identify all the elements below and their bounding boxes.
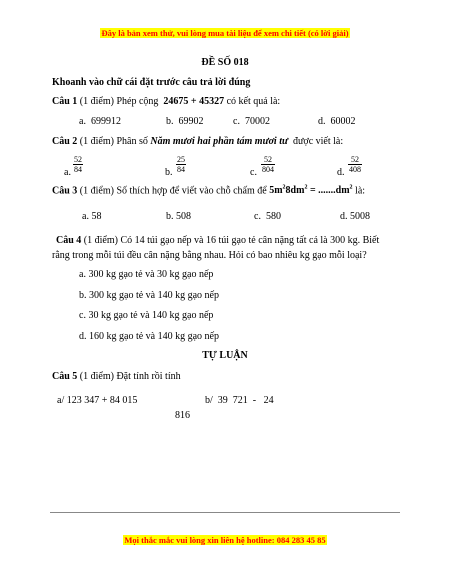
question-5-text: Đặt tính rồi tính: [116, 371, 181, 382]
question-2-option-a-fraction[interactable]: $\frac{52}{84}$: [74, 155, 82, 174]
question-1: [52, 96, 280, 107]
question-4-label: Câu 4: [56, 235, 82, 246]
question-3-text: Số thích hợp để viết vào chỗ chấm để: [116, 185, 267, 197]
question-2-text: Phân số: [116, 136, 148, 147]
question-2-option-b-fraction[interactable]: $\frac{25}{84}$: [177, 155, 185, 174]
question-4-option-a[interactable]: a. 300 kg gạo tẻ và 30 kg gạo nếp: [79, 269, 214, 280]
question-1-option-a[interactable]: a. 699912: [79, 116, 121, 127]
question-2-label: Câu 2: [52, 136, 78, 147]
question-1-points: (1 điểm): [79, 96, 114, 107]
question-5-part-a: a/ 123 347 + 84 015: [57, 395, 138, 406]
question-3-tail: là:: [355, 185, 366, 197]
essay-title: TỰ LUẬN: [202, 350, 248, 361]
question-4-option-d[interactable]: d. 160 kg gạo tẻ và 140 kg gạo nếp: [79, 331, 219, 342]
question-1-expression: 24675 + 45327: [163, 96, 225, 107]
question-1-option-b[interactable]: b. 69902: [166, 116, 204, 127]
question-3-label: Câu 3: [52, 185, 78, 197]
instruction: Khoanh vào chữ cái đặt trước câu trả lời đúng: [52, 77, 251, 88]
question-2-option-a-letter[interactable]: a.: [64, 167, 71, 178]
question-5-label: Câu 5: [52, 371, 78, 382]
question-2-option-c-letter[interactable]: c.: [250, 167, 257, 178]
question-5: [52, 371, 181, 382]
question-2-option-d-fraction[interactable]: $\frac{52}{408}$: [349, 155, 361, 174]
question-2-option-d-letter[interactable]: d.: [337, 167, 345, 178]
question-1-option-c[interactable]: c. 70002: [233, 116, 270, 127]
question-4-points: (1 điểm): [83, 235, 118, 246]
question-1-text: Phép cộng: [116, 96, 159, 107]
question-3-expression: $5m^28dm^2 = .......dm^2$: [269, 185, 353, 197]
footer-divider: [50, 512, 400, 513]
question-1-label: Câu 1: [52, 96, 78, 107]
question-3-option-d[interactable]: d. 5008: [340, 211, 370, 222]
exam-title: ĐỀ SỐ 018: [201, 57, 249, 68]
question-4-text: Có 14 túi gạo nếp và 16 túi gạo tẻ cân nặng tất cả là 300 kg. Biết rằng trong mỗi túi đều cân nặng bằng nhau. Hỏi có bao nhiêu kg gạo mỗi loại?: [52, 235, 380, 261]
question-1-tail: có kết quả là:: [226, 96, 281, 107]
question-3: [52, 185, 365, 196]
question-5-part-b-continued: 816: [175, 410, 190, 421]
question-4-option-c[interactable]: c. 30 kg gạo tẻ và 140 kg gạo nếp: [79, 310, 214, 321]
question-4-option-b[interactable]: b. 300 kg gạo tẻ và 140 kg gạo nếp: [79, 290, 219, 301]
question-2-tail: được viết là:: [292, 136, 344, 147]
header-banner: Đây là bản xem thử, vui lòng mua tài liệu để xem chi tiết (có lời giải): [101, 28, 349, 38]
question-5-part-b: b/ 39 721 - 24: [205, 395, 274, 406]
question-3-option-b[interactable]: b. 508: [166, 211, 191, 222]
question-3-option-a[interactable]: a. 58: [82, 211, 102, 222]
question-2-phrase: Năm mươi hai phần tám mươi tư: [150, 136, 288, 147]
question-4: [52, 233, 397, 263]
question-2-points: (1 điểm): [79, 136, 114, 147]
question-3-option-c[interactable]: c. 580: [254, 211, 281, 222]
question-5-points: (1 điểm): [79, 371, 114, 382]
question-2: [52, 136, 343, 147]
footer-banner: Mọi thắc mắc vui lòng xin liên hệ hotline: 084 283 45 85: [124, 535, 326, 545]
question-2-option-b-letter[interactable]: b.: [165, 167, 173, 178]
question-3-points: (1 điểm): [79, 185, 114, 197]
question-2-option-c-fraction[interactable]: $\frac{52}{804}$: [262, 155, 274, 174]
question-1-option-d[interactable]: d. 60002: [318, 116, 356, 127]
